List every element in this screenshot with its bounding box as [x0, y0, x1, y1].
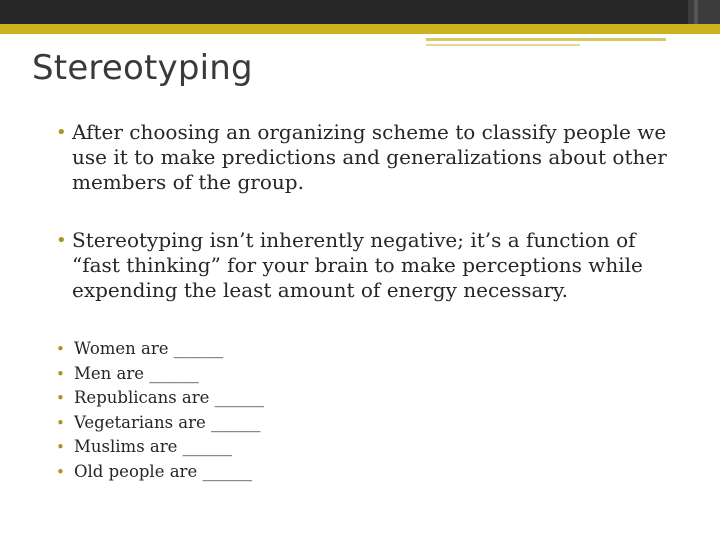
bullet-icon: • [56, 364, 65, 383]
header-bar [0, 0, 720, 24]
bullet-icon: • [56, 340, 65, 358]
list-item [56, 337, 264, 362]
list-item-text: Muslims are ______ [74, 437, 233, 456]
list-item-text: Vegetarians are ______ [74, 412, 261, 432]
list-item [56, 411, 264, 436]
list-item-text: Men are ______ [74, 363, 199, 383]
bullet-icon: • [56, 413, 65, 432]
bullet-icon: • [56, 230, 67, 251]
stereotype-prompt-list [56, 337, 264, 484]
accent-line [426, 38, 666, 41]
list-item-text: Republicans are ______ [74, 388, 265, 407]
paragraph-fast-thinking [56, 228, 667, 303]
accent-line-short [426, 44, 580, 46]
bullet-icon: • [56, 438, 65, 456]
list-item [56, 435, 264, 460]
list-item [56, 460, 264, 485]
bullet-icon: • [56, 122, 67, 143]
paragraph-organizing-scheme [56, 120, 667, 195]
paragraph-text: Stereotyping isn’t inherently negative; it’s a function of “fast thinking” for your brain to make perceptions while expending the least amount of energy necessary. [72, 228, 643, 302]
paragraph-text: After choosing an organizing scheme to classify people we use it to make predictions and generalizations about other members of the group. [72, 120, 667, 194]
bullet-icon: • [56, 462, 65, 481]
list-item [56, 386, 264, 411]
header-bar-divider [694, 0, 698, 24]
header-bar-corner [688, 0, 720, 24]
slide-title: Stereotyping [32, 48, 253, 88]
list-item-text: Women are ______ [74, 339, 224, 358]
list-item-text: Old people are ______ [74, 461, 252, 481]
accent-band [0, 24, 720, 34]
bullet-icon: • [56, 389, 65, 407]
list-item [56, 362, 264, 387]
